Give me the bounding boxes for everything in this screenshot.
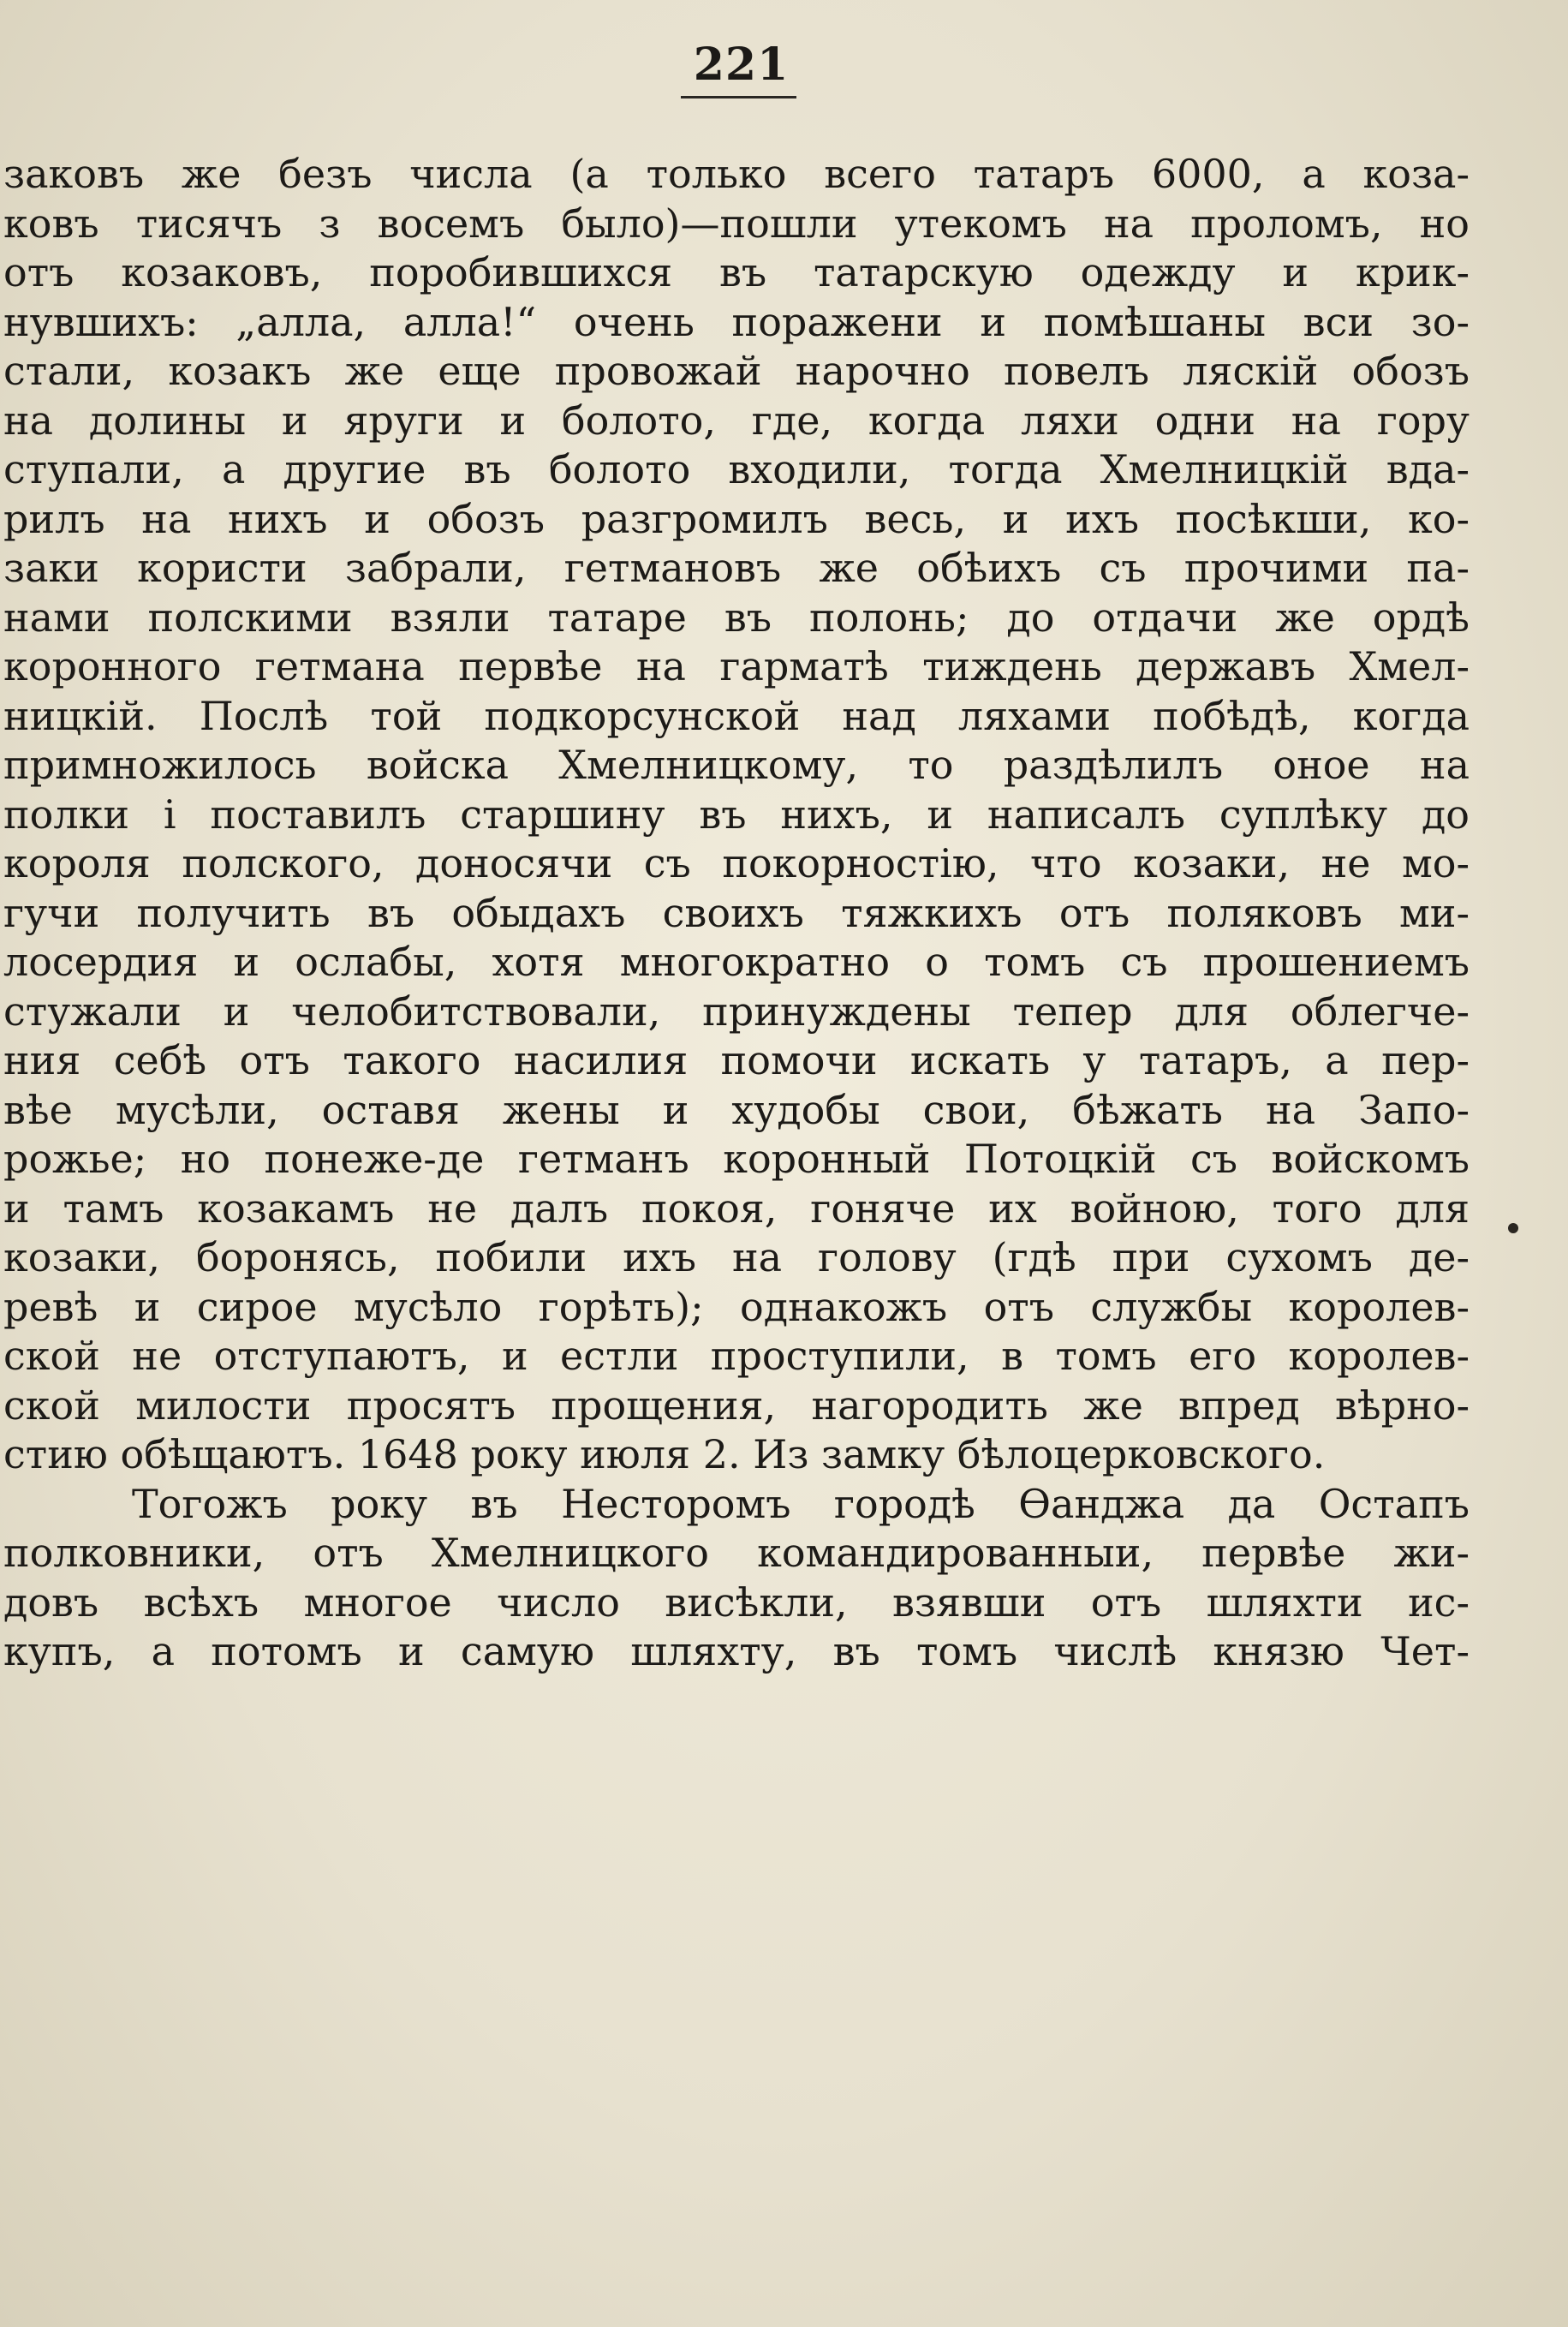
text-line: стию обѣщаютъ. 1648 року июля 2. Из замку бѣлоцерковского.	[3, 1431, 1326, 1477]
text-line: довъ всѣхъ многое число висѣкли, взявши отъ шляхти ис-	[3, 1578, 1470, 1626]
text-line: полки i поставилъ старшину въ нихъ, и написалъ суплѣку до	[3, 791, 1470, 838]
text-line: ступали, а другие въ болото входили, тогда Хмелницкiй вда-	[3, 446, 1470, 492]
text-line: ревѣ и сирое мусѣло горѣть); однакожъ отъ службы королев-	[3, 1283, 1470, 1330]
text-line: ской милости просятъ прощения, нагородить же впред вѣрно-	[3, 1381, 1470, 1429]
text-line: рилъ на нихъ и обозъ разгромилъ весь, и ихъ посѣкши, ко-	[3, 495, 1470, 542]
text-line: ковъ тисячъ з восемъ было)—пошли утекомъ на проломъ, но	[3, 200, 1470, 247]
text-line: рожье; но понеже-де гетманъ коронный Потоцкiй съ войскомъ	[3, 1136, 1470, 1182]
text-line: на долины и яруги и болото, где, когда ляхи одни на гору	[3, 397, 1470, 444]
text-line: ницкiй. Послѣ той подкорсунской над ляхами побѣдѣ, когда	[3, 692, 1470, 739]
page-number: 221	[693, 39, 790, 91]
text-line: и тамъ козакамъ не далъ покоя, гоняче их войною, того для	[3, 1184, 1470, 1232]
text-line: нами полскими взяли татаре въ полонь; до отдачи же ордѣ	[3, 594, 1470, 641]
text-line: стужали и челобитствовали, принуждены тепер для облегче-	[3, 987, 1470, 1035]
text-line: вѣе мусѣли, оставя жены и худобы свои, бѣжать на Запо-	[3, 1086, 1470, 1133]
text-line: Тогожъ року въ Несторомъ городѣ Ѳанджа да Остапъ	[132, 1480, 1470, 1527]
text-line: заки користи забрали, гетмановъ же обѣихъ съ прочими па-	[3, 545, 1470, 591]
text-line: примножилось войска Хмелницкому, то раздѣлилъ оное на	[3, 742, 1470, 788]
body-text	[3, 150, 1470, 1677]
text-line: козаки, боронясь, побили ихъ на голову (гдѣ при сухомъ де-	[3, 1234, 1470, 1280]
text-line: лосердия и ослабы, хотя многократно о томъ съ прошениемъ	[3, 939, 1470, 985]
text-line: коронного гетмана первѣе на гарматѣ тиждень державъ Хмел-	[3, 643, 1470, 689]
text-line: ния себѣ отъ такого насилия помочи искать у татаръ, а пер-	[3, 1037, 1470, 1083]
page-number-rule	[681, 96, 796, 98]
text-line: отъ козаковъ, поробившихся въ татарскую одежду и крик-	[3, 249, 1470, 295]
text-line: полковники, отъ Хмелницкого командированныи, первѣе жи-	[3, 1530, 1470, 1576]
text-line: нувшихъ: „алла, алла!“ очень поражени и помѣшаны вси зо-	[3, 298, 1470, 345]
text-line: короля полского, доносячи съ покорностiю, что козаки, не мо-	[3, 840, 1470, 886]
text-line: купъ, а потомъ и самую шляхту, въ томъ числѣ князю Чет-	[3, 1628, 1470, 1674]
text-line: заковъ же безъ числа (а только всего татаръ 6000, а коза-	[3, 151, 1470, 197]
text-line: ской не отступаютъ, и естли проступили, в томъ его королев-	[3, 1333, 1470, 1379]
text-line: гучи получить въ обыдахъ своихъ тяжкихъ отъ поляковъ ми-	[3, 889, 1470, 936]
text-line: стали, козакъ же еще провожай нарочно повелъ ляскiй обозъ	[3, 348, 1470, 394]
ink-speck	[1508, 1223, 1518, 1233]
